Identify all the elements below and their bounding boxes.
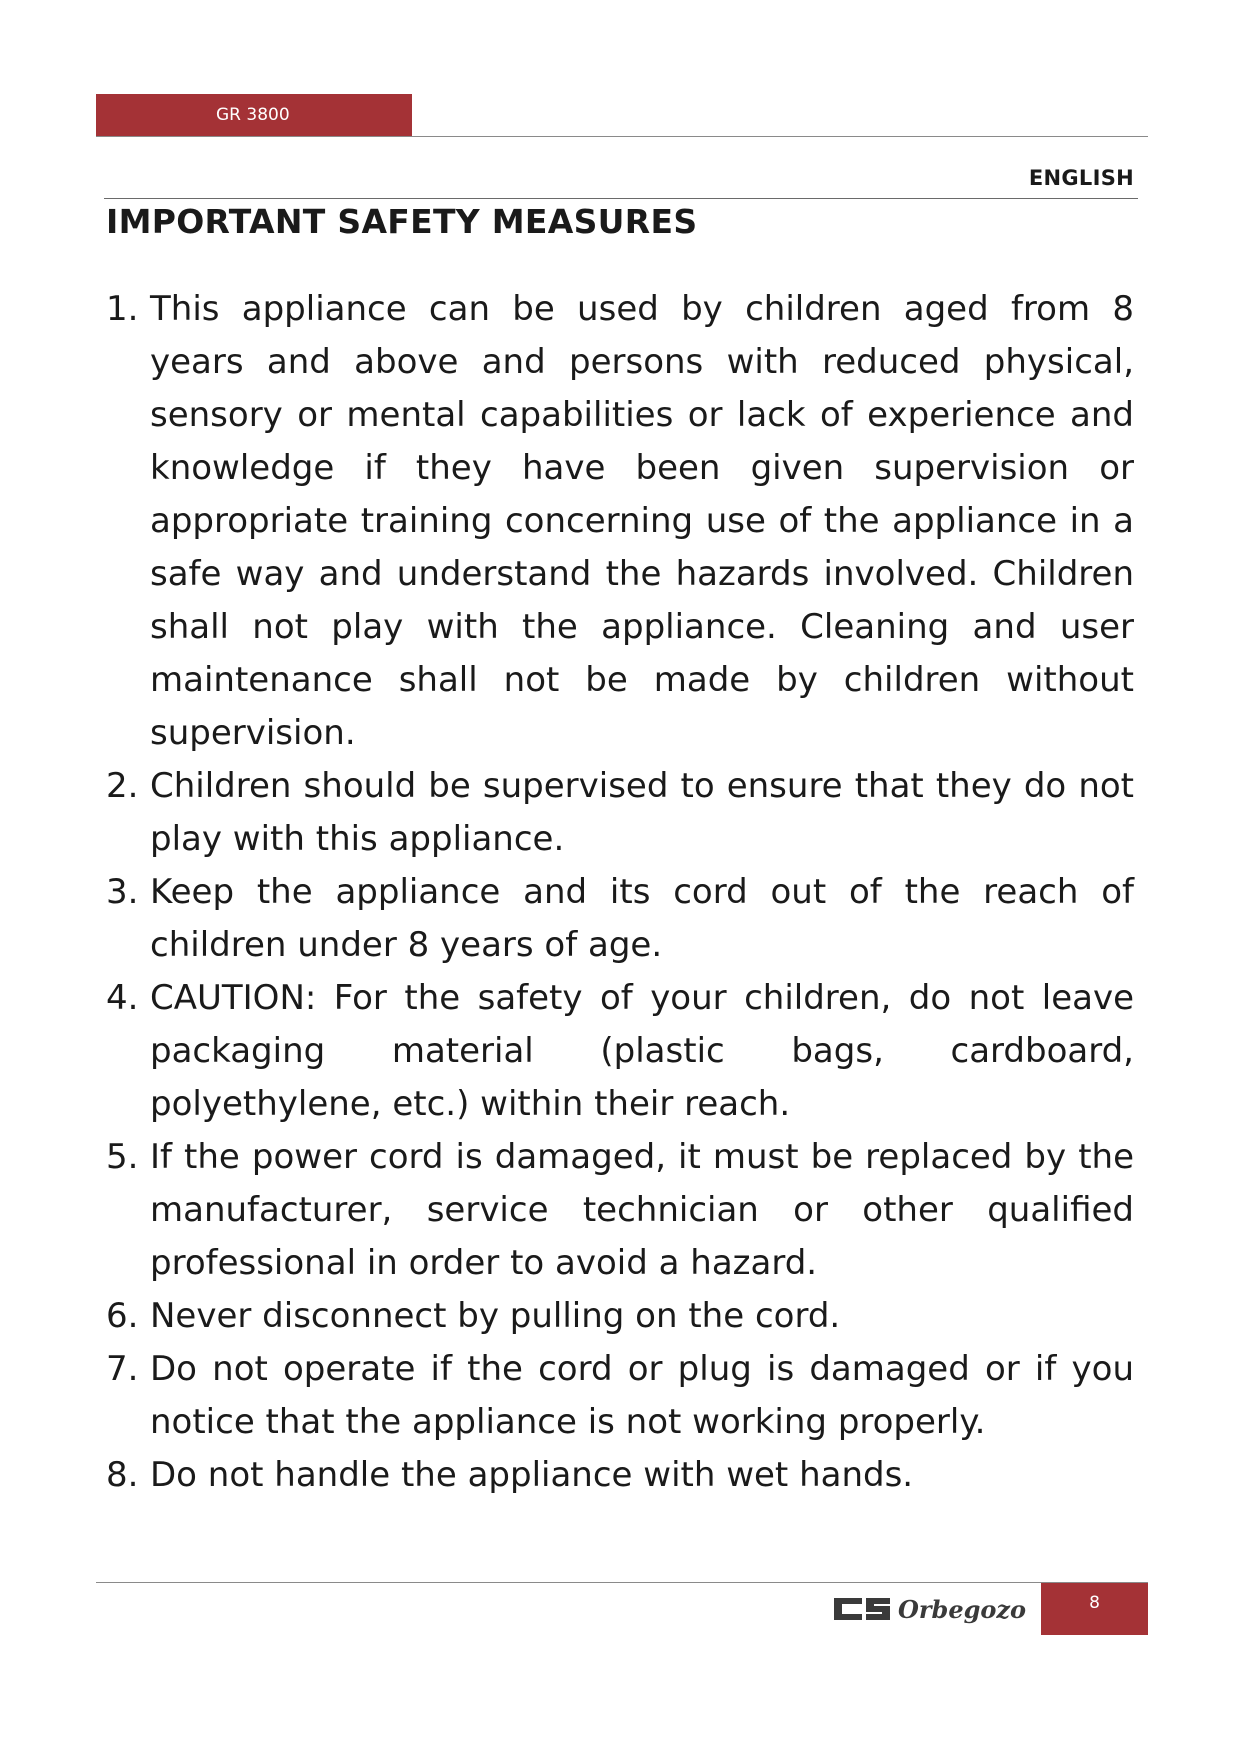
measure-item xyxy=(106,1449,1150,1502)
header-rule xyxy=(96,136,1148,137)
measure-text: Never disconnect by pulling on the cord. xyxy=(150,1296,841,1336)
measure-text: Do not operate if the cord or plug is damaged or if you notice that the appliance is not working properly. xyxy=(150,1349,1134,1442)
measure-number: 6. xyxy=(106,1296,139,1336)
measure-number: 7. xyxy=(106,1349,139,1389)
measure-number: 1. xyxy=(106,289,139,329)
language-label: ENGLISH xyxy=(1028,166,1134,190)
safety-measures-list xyxy=(106,283,1150,1502)
measure-number: 8. xyxy=(106,1455,139,1495)
brand-name: Orbegozo xyxy=(898,1595,1027,1624)
measure-item xyxy=(106,283,1150,760)
measure-number: 3. xyxy=(106,872,139,912)
measure-text: Do not handle the appliance with wet hands. xyxy=(150,1455,914,1495)
measure-text: Children should be supervised to ensure that they do not play with this appliance. xyxy=(150,766,1134,859)
page-number-box xyxy=(1041,1583,1148,1635)
measure-number: 4. xyxy=(106,978,139,1018)
measure-item xyxy=(106,972,1150,1131)
language-rule xyxy=(104,198,1138,199)
measure-text: This appliance can be used by children aged from 8 years and above and persons with reduced physical, sensory or mental capabilities or lack of experience and knowledge if they have been given supervision or appropriate training concerning use of the appliance in a safe way and understand the hazards involved. Children shall not play with the appliance. Cleaning and user maintenance shall not be made by children without supervision. xyxy=(150,289,1134,753)
model-label: GR 3800 xyxy=(216,105,290,125)
measure-item xyxy=(106,1343,1150,1449)
measure-item xyxy=(106,1131,1150,1290)
measure-item xyxy=(106,760,1150,866)
measure-item xyxy=(106,1290,1150,1343)
measure-number: 5. xyxy=(106,1137,139,1177)
footer-rule xyxy=(96,1582,1148,1583)
measure-number: 2. xyxy=(106,766,139,806)
page-title: IMPORTANT SAFETY MEASURES xyxy=(106,202,698,241)
measure-text: Keep the appliance and its cord out of the reach of children under 8 years of age. xyxy=(150,872,1134,965)
model-tab xyxy=(96,94,412,136)
measure-text: CAUTION: For the safety of your children, do not leave packaging material (plastic bags, cardboard, polyethylene, etc.) within their reach. xyxy=(150,978,1134,1124)
page-number: 8 xyxy=(1089,1593,1100,1613)
brand-logo xyxy=(832,1592,1030,1626)
measure-text: If the power cord is damaged, it must be replaced by the manufacturer, service technician or other qualified professional in order to avoid a hazard. xyxy=(150,1137,1134,1283)
measure-item xyxy=(106,866,1150,972)
